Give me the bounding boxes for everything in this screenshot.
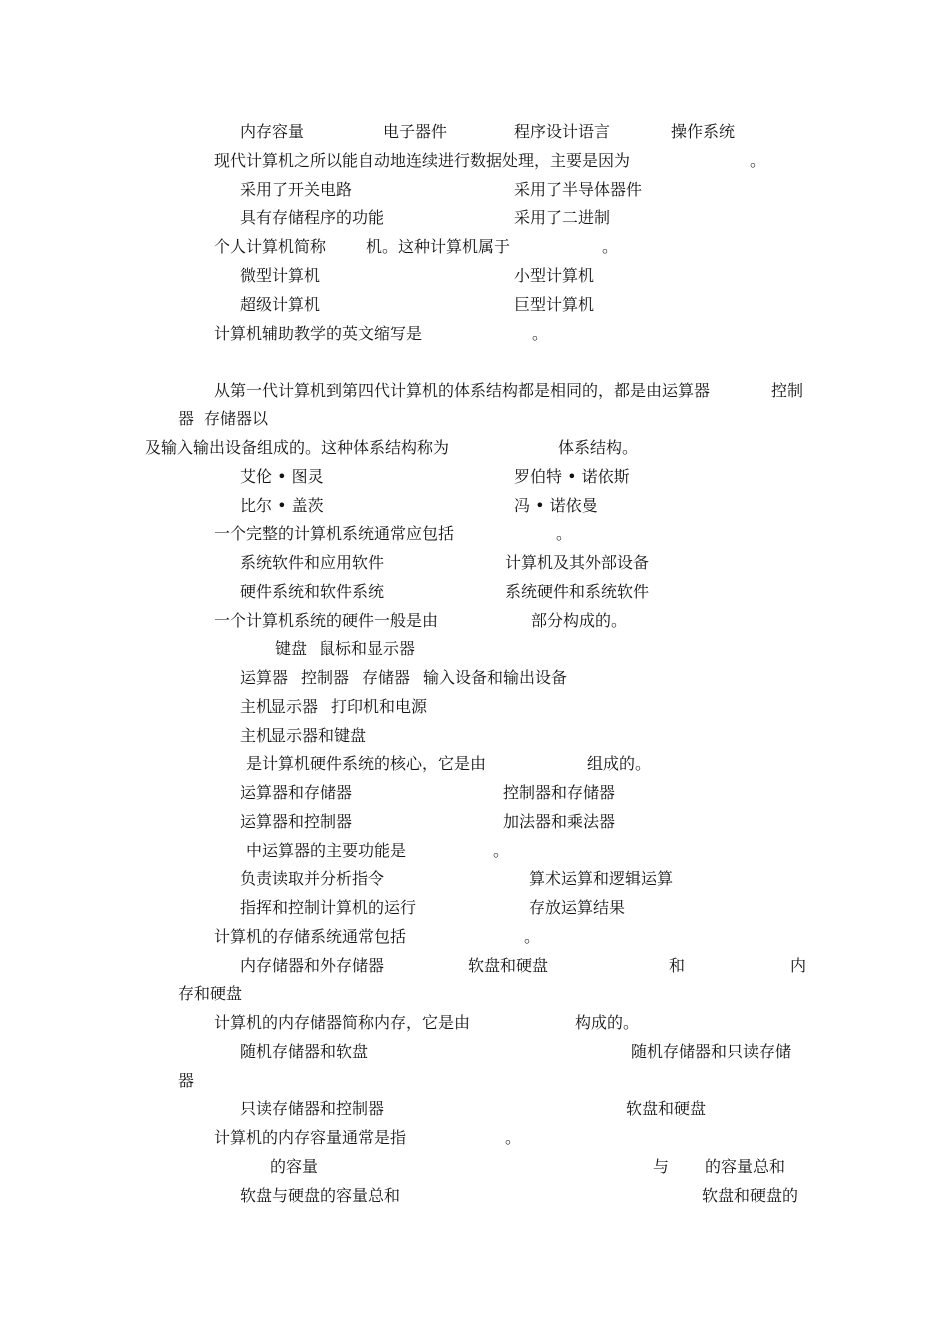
option-text: 算术运算和逻辑运算 xyxy=(529,869,674,888)
option-text: 随机存储器和软盘 xyxy=(240,1042,369,1061)
option-text: 采用了半导体器件 xyxy=(514,180,643,199)
question-text: 计算机的存储系统通常包括 xyxy=(214,927,407,946)
option-text: 打印机和电源 xyxy=(331,697,428,716)
option-text: 存和硬盘 xyxy=(178,984,243,1003)
text-segment: 程序设计语言 xyxy=(514,122,611,141)
option-text: 艾伦 • 图灵 xyxy=(240,467,324,486)
question-text: 计算机辅助教学的英文缩写是 xyxy=(214,324,423,343)
option-text: 超级计算机 xyxy=(240,295,321,314)
question-text: 控制 xyxy=(771,381,804,400)
question-period: 。 xyxy=(532,324,549,343)
question-text: 一个计算机系统的硬件一般是由 xyxy=(214,611,439,630)
option-text: 采用了开关电路 xyxy=(240,180,353,199)
option-text: 采用了二进制 xyxy=(514,208,611,227)
option-text: 控制器和存储器 xyxy=(503,783,616,802)
option-text: 控制器 xyxy=(301,668,350,687)
question-period: 。 xyxy=(505,1128,522,1147)
option-text: 软盘和硬盘 xyxy=(626,1099,707,1118)
option-text: 显示器和键盘 xyxy=(270,726,367,745)
option-text: 软盘和硬盘的 xyxy=(702,1186,799,1205)
option-text: 小型计算机 xyxy=(514,266,595,285)
question-text: 部分构成的。 xyxy=(531,611,628,630)
option-text: 负责读取并分析指令 xyxy=(240,869,385,888)
option-text: 的容量 xyxy=(270,1157,319,1176)
option-text: 罗伯特 • 诺依斯 xyxy=(514,467,630,486)
option-text: 的容量总和 xyxy=(705,1157,786,1176)
question-text: 一个完整的计算机系统通常应包括 xyxy=(214,524,455,543)
question-period: 。 xyxy=(750,151,767,170)
question-text: 及输入输出设备组成的。这种体系结构称为 xyxy=(145,438,450,457)
option-text: 软盘和硬盘 xyxy=(468,956,549,975)
option-text: 系统硬件和系统软件 xyxy=(505,582,650,601)
question-text: 构成的。 xyxy=(575,1013,640,1032)
option-text: 和 xyxy=(669,956,686,975)
option-text: 系统软件和应用软件 xyxy=(240,553,385,572)
option-text: 与 xyxy=(653,1157,670,1176)
question-text: 存储器以 xyxy=(204,409,269,428)
option-text: 具有存储程序的功能 xyxy=(240,208,385,227)
option-text: 运算器 xyxy=(240,668,289,687)
option-text: 存放运算结果 xyxy=(529,898,626,917)
question-text: 中运算器的主要功能是 xyxy=(246,841,407,860)
text-segment: 操作系统 xyxy=(671,122,736,141)
option-text: 输入设备和输出设备 xyxy=(423,668,568,687)
option-text: 微型计算机 xyxy=(240,266,321,285)
option-text: 冯 • 诺依曼 xyxy=(514,496,598,515)
question-text: 是计算机硬件系统的核心，它是由 xyxy=(246,754,487,773)
option-text: 鼠标和显示器 xyxy=(319,639,416,658)
option-text: 存储器 xyxy=(362,668,411,687)
option-text: 主机 xyxy=(240,726,273,745)
question-period: 。 xyxy=(524,927,541,946)
option-text: 硬件系统和软件系统 xyxy=(240,582,385,601)
option-text: 只读存储器和控制器 xyxy=(240,1099,385,1118)
question-text: 体系结构。 xyxy=(558,438,639,457)
text-segment: 内存容量 xyxy=(240,122,305,141)
option-text: 运算器和控制器 xyxy=(240,812,353,831)
option-text: 主机 xyxy=(240,697,273,716)
option-text: 键盘 xyxy=(275,639,308,658)
question-period: 。 xyxy=(602,237,619,256)
option-text: 加法器和乘法器 xyxy=(503,812,616,831)
question-period: 。 xyxy=(556,524,573,543)
option-text: 软盘与硬盘的容量总和 xyxy=(240,1186,401,1205)
option-text: 随机存储器和只读存储 xyxy=(631,1042,792,1061)
question-text: 从第一代计算机到第四代计算机的体系结构都是相同的，都是由运算器 xyxy=(214,381,711,400)
option-text: 运算器和存储器 xyxy=(240,783,353,802)
question-period: 。 xyxy=(493,841,510,860)
option-text: 显示器 xyxy=(270,697,319,716)
option-text: 内 xyxy=(790,956,807,975)
option-text: 内存储器和外存储器 xyxy=(240,956,385,975)
question-text: 组成的。 xyxy=(587,754,652,773)
text-segment: 电子器件 xyxy=(383,122,448,141)
option-text: 指挥和控制计算机的运行 xyxy=(240,898,417,917)
option-text: 计算机及其外部设备 xyxy=(505,553,650,572)
question-text: 现代计算机之所以能自动地连续进行数据处理，主要是因为 xyxy=(214,151,631,170)
option-text: 巨型计算机 xyxy=(514,295,595,314)
option-text: 比尔 • 盖茨 xyxy=(240,496,324,515)
question-text: 计算机的内存储器简称内存，它是由 xyxy=(214,1013,471,1032)
question-text: 器 xyxy=(178,409,195,428)
question-text: 计算机的内存容量通常是指 xyxy=(214,1128,407,1147)
option-text: 器 xyxy=(178,1071,195,1090)
question-text: 个人计算机简称 xyxy=(214,237,327,256)
question-text: 机。这种计算机属于 xyxy=(366,237,511,256)
